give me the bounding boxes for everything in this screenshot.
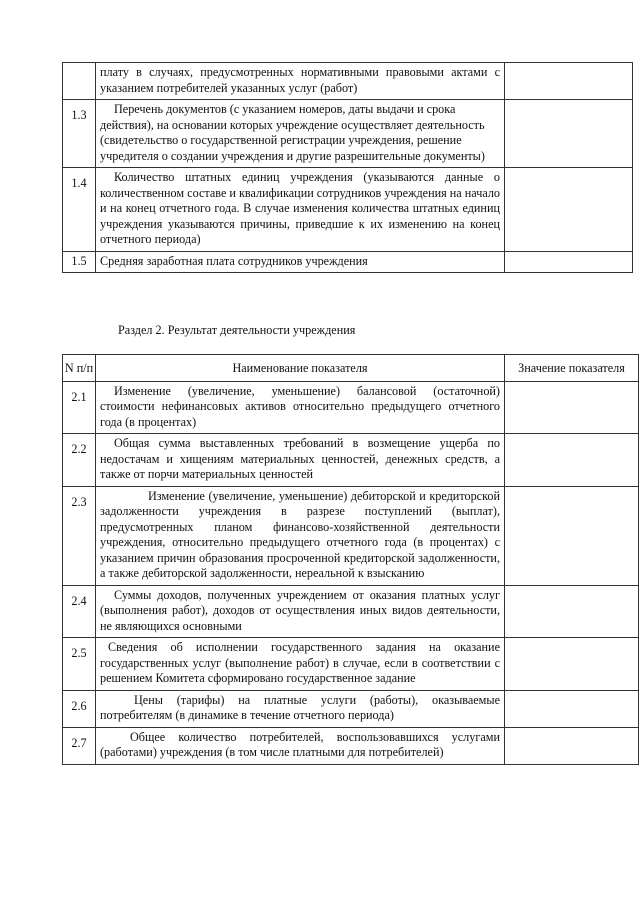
header-num: N п/п [63, 355, 96, 382]
row-number: 1.3 [63, 100, 96, 168]
row-number: 2.5 [63, 638, 96, 691]
row-value-cell [505, 381, 639, 434]
table-row [63, 486, 639, 585]
row-number: 2.2 [63, 434, 96, 487]
row-value-cell [505, 100, 633, 168]
row-number: 1.5 [63, 251, 96, 273]
row-value-cell [505, 486, 639, 585]
table-row [63, 100, 633, 168]
table-row [63, 251, 633, 273]
row-text: Общая сумма выставленных требований в возмещение ущерба по недостачам и хищениям материальных ценностей, денежных средств, а также от порчи материальных ценностей [100, 436, 500, 481]
row-text: Сведения об исполнении государственного задания на оказание государственных услуг (выполнение работ) в случае, если в соответствии с решением Комитета сформировано государственное задание [100, 640, 500, 685]
row-value-cell [505, 434, 639, 487]
table-row [63, 168, 633, 252]
row-value-cell [505, 168, 633, 252]
row-text: Количество штатных единиц учреждения (указываются данные о количественном составе и квалификации сотрудников учреждения на начало и на конец отчетного года. В случае изменения количества штатных единиц учреждения указываются причины, приведшие к их изменению на конец отчетного периода) [100, 170, 501, 246]
row-value-cell [505, 585, 639, 638]
row-text: Суммы доходов, полученных учреждением от оказания платных услуг (выполнения работ), доходов от осуществления иных видов деятельности, не являющихся основными [100, 587, 500, 633]
table-section-1 [62, 62, 633, 273]
table-row [63, 63, 633, 100]
row-value-cell [505, 251, 633, 273]
section-title: Раздел 2. Результат деятельности учреждения [118, 323, 356, 337]
table-row [63, 434, 639, 487]
table-header-row [63, 355, 639, 382]
row-value-cell [505, 727, 639, 764]
row-number: 2.6 [63, 690, 96, 727]
row-text: Цены (тарифы) на платные услуги (работы), оказываемые потребителям (в динамике в течение отчетного периода) [100, 692, 500, 722]
row-number: 1.4 [63, 168, 96, 252]
table-row [63, 585, 639, 638]
table-section-2 [62, 354, 639, 765]
row-value-cell [505, 690, 639, 727]
row-value-cell [505, 63, 633, 100]
table-row [63, 638, 639, 691]
row-number: 2.4 [63, 585, 96, 638]
table-row [63, 690, 639, 727]
row-text: Изменение (увеличение, уменьшение) дебиторской и кредиторской задолженности учреждения в разрезе поступлений (выплат), предусмотренных планом финансово-хозяйственной деятельности учреждения, относительно предыдущего отчетного года (в процентах) с указанием причин образования просроченной кредиторской задолженности, а также дебиторской задолженности, нереальной к взысканию [100, 488, 500, 580]
row-value-cell [505, 638, 639, 691]
row-text: Перечень документов (с указанием номеров, даты выдачи и срока действия), на основании которых учреждение осуществляет деятельность (свидетельство о государственной регистрации учреждения, решение учредителя о создании учреждения и другие разрешительные документы) [100, 102, 485, 163]
row-text: плату в случаях, предусмотренных нормативными правовыми актами с указанием потребителей указанных услуг (работ) [96, 63, 505, 100]
row-text: Средняя заработная плата сотрудников учреждения [96, 251, 505, 273]
table-row [63, 727, 639, 764]
row-number: 2.1 [63, 381, 96, 434]
row-number: 2.3 [63, 486, 96, 585]
row-number: 2.7 [63, 727, 96, 764]
row-text: Изменение (увеличение, уменьшение) балансовой (остаточной) стоимости нефинансовых активов относительно предыдущего отчетного года (в процентах) [100, 383, 500, 429]
table-row [63, 381, 639, 434]
row-text: Общее количество потребителей, воспользовавшихся услугами (работами) учреждения (в том числе платными для потребителей) [100, 729, 500, 759]
row-number [63, 63, 96, 100]
header-value: Значение показателя [505, 355, 639, 382]
header-name: Наименование показателя [96, 355, 505, 382]
